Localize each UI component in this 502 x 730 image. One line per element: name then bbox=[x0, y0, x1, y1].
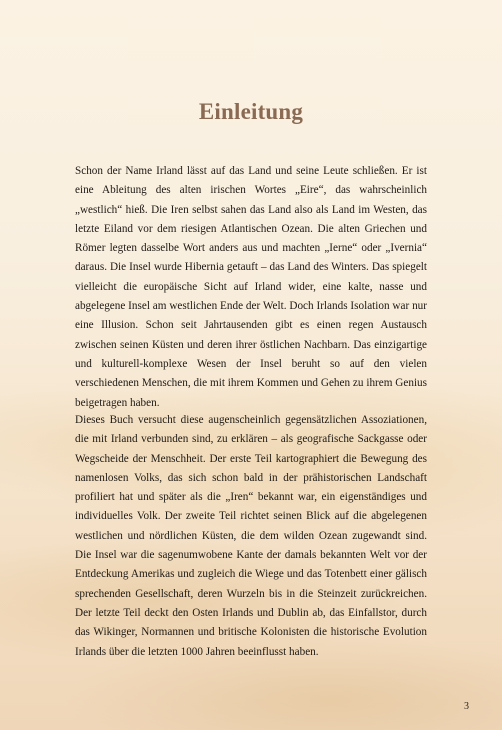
paragraph-1: Schon der Name Irland lässt auf das Land und seine Leute schließen. Er ist eine Ableitung des alten irischen Wortes „Eire“, das wahrscheinlich „westlich“ hieß. Die Iren selbst sahen das Land also als Land im Westen, das letzte Eiland vor dem riesigen Atlantischen Ozean. Die alten Griechen und Römer legten dasselbe Wort anders aus und machten „Ierne“ oder „Ivernia“ daraus. Die Insel wurde Hibernia getauft – das Land des Winters. Das spiegelt vielleicht die europäische Sicht auf Irland wider, eine kalte, nasse und abgelegene Insel am westlichen Ende der Welt. Doch Irlands Isolation war nur eine Illusion. Schon seit Jahrtausenden gibt es einen regen Austausch zwischen seinen Küsten und deren ihrer östlichen Nachbarn. Das einzigartige und kulturell-komplexe Wesen der Insel beruht so auf den vielen verschiedenen Menschen, die mit ihrem Kommen und Gehen zu ihrem Genius beigetragen haben. bbox=[75, 165, 427, 409]
paragraph-2: Dieses Buch versucht diese augenscheinlich gegensätzlichen Assoziationen, die mit Irland verbunden sind, zu erklären – als geografische Sackgasse oder Wegscheide der Menschheit. Der erste Teil kartographiert die Bewegung des namenlosen Volks, das sich schon bald in der prähistorischen Landschaft profiliert hat und später als die „Iren“ bekannt war, ein eigenständiges und individuelles Volk. Der zweite Teil richtet seinen Blick auf die abgelegenen westlichen und nördlichen Küsten, die dem wilden Ozean zugewandt sind. Die Insel war die sagenumwobene Kante der damals bekannten Welt vor der Entdeckung Amerikas und zugleich die Wiege und das Totenbett einer gälisch sprechenden Gesellschaft, deren Wurzeln bis in die Steinzeit zurückreichen. Der letzte Teil deckt den Osten Irlands und Dublin ab, das Einfallstor, durch das Wikinger, Normannen und britische Kolonisten die historische Evolution Irlands über die letzten 1000 Jahren beeinflusst haben. bbox=[75, 414, 427, 658]
page-number: 3 bbox=[464, 701, 469, 712]
chapter-title: Einleitung bbox=[198, 99, 304, 124]
